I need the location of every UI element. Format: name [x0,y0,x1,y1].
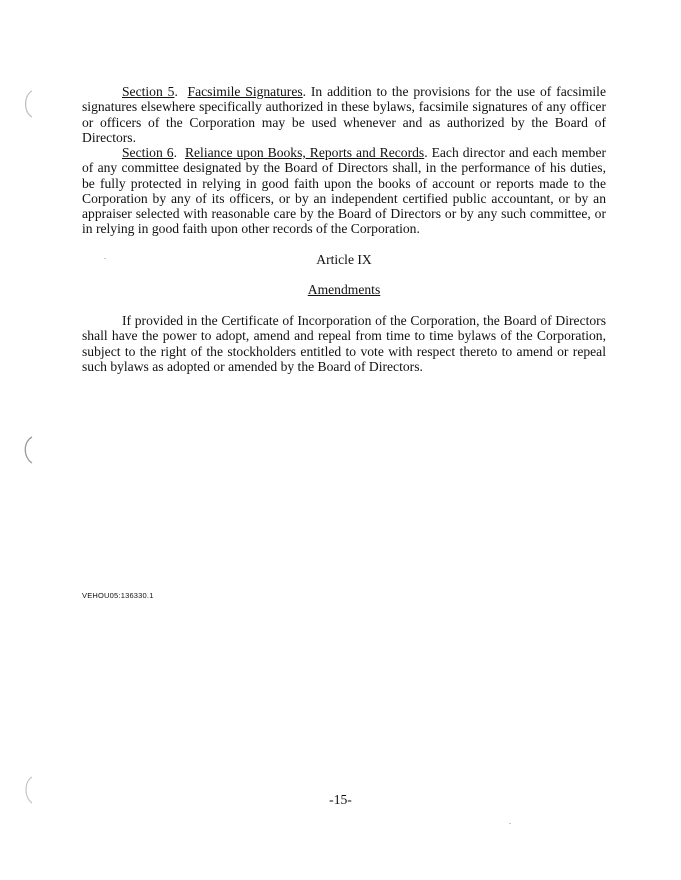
article-text: If provided in the Certificate of Incorporation of the Corporation, the Board of Directors shall have the power to adopt, amend and repeal from time to time bylaws of the Corporation, subject to the right of the stockholders entitled to vote with respect thereto to amend or repeal such bylaws as adopted or amended by the Board of Directors. [82,313,606,374]
section-5-title: Facsimile Signatures [187,84,303,99]
scan-speck [509,823,511,824]
document-code: VEHOU05:136330.1 [82,591,154,600]
punch-hole-mark-top [20,90,34,118]
article-heading: Amendments [307,282,381,297]
section-5-label: Section 5 [122,84,175,99]
section-6-label: Section 6 [122,145,174,160]
section-6-text: Each director and each member of any committee designated by the Board of Directors shall, in the performance of his duties, be fully protected in relying in good faith upon the books of account or reports made to the Corporation by any of its officers, or by an independent certified public accountant, or by an appraiser selected with reasonable care by the Board of Directors or by any such committee, or in relying in good faith upon other records of the Corporation. [82,145,607,237]
article-number: Article IX [316,252,372,267]
scan-speck [104,258,106,259]
section-6-paragraph: Section 6. Reliance upon Books, Reports and Records. Each director and each member of any committee designated by the Board of Directors shall, in the performance of his duties, be fully protected in relying in good faith upon the books of account or reports made to the Corporation by any of its officers, or by an independent certified public accountant, or by an appraiser selected with reasonable care by the Board of Directors or by any such committee, or in relying in good faith upon other records of the Corporation. [82,145,607,237]
section-6-title: Reliance upon Books, Reports and Records [184,145,425,160]
section-5-paragraph: Section 5. Facsimile Signatures. In addition to the provisions for the use of facsimile signatures elsewhere specifically authorized in these bylaws, facsimile signatures of any officer or officers of the Corporation may be used whenever and as authorized by the Board of Directors. [82,84,606,145]
page-number: -15- [329,792,352,807]
punch-hole-mark-middle [20,436,34,464]
section-5-text: In addition to the provisions for the use of facsimile signatures elsewhere specifically authorized in these bylaws, facsimile signatures of any officer or officers of the Corporation may be used whenever and as authorized by the Board of Directors. [82,84,606,145]
article-paragraph [82,313,606,374]
